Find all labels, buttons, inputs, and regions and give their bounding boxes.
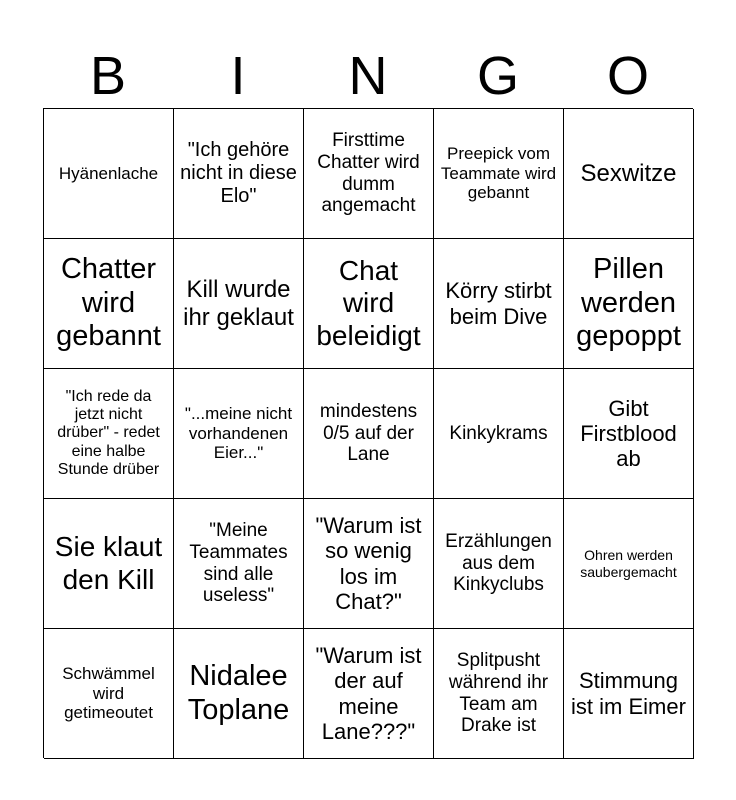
cell-text: Chatter wird gebannt (56, 253, 161, 353)
cell-text: Schwämmel wird getimeoutet (62, 664, 155, 723)
bingo-cell[interactable] (304, 499, 434, 629)
cell-text: Sexwitze (580, 159, 677, 187)
bingo-cell[interactable] (304, 629, 434, 759)
cell-text: Kill wurde ihr geklaut (183, 275, 294, 331)
cell-text: Preepick vom Teammate wird gebannt (440, 144, 557, 203)
bingo-cell[interactable] (304, 369, 434, 499)
bingo-grid (43, 108, 693, 758)
bingo-cell[interactable] (434, 629, 564, 759)
bingo-cell[interactable] (564, 499, 694, 629)
bingo-cell[interactable] (174, 499, 304, 629)
cell-text: Kinkykrams (449, 422, 548, 444)
cell-text: "Meine Teammates sind alle useless" (189, 519, 288, 607)
bingo-cell[interactable] (304, 109, 434, 239)
cell-text: Sie klaut den Kill (54, 531, 163, 595)
bingo-cell[interactable] (434, 109, 564, 239)
bingo-title (43, 44, 693, 108)
cell-text: "...meine nicht vorhandenen Eier..." (184, 404, 293, 463)
bingo-cell[interactable] (44, 109, 174, 239)
cell-text: Nidalee Toplane (187, 660, 290, 726)
cell-text: Firsttime Chatter wird dumm angemacht (317, 129, 420, 217)
bingo-cell[interactable] (564, 109, 694, 239)
bingo-cell[interactable] (564, 629, 694, 759)
title-letter-i: I (230, 46, 246, 106)
cell-text: Hyänenlache (58, 163, 159, 183)
cell-text: "Warum ist der auf meine Lane???" (315, 642, 422, 744)
bingo-cell[interactable] (174, 109, 304, 239)
bingo-cell[interactable] (304, 239, 434, 369)
title-letter-b: B (89, 46, 127, 106)
bingo-cell[interactable] (434, 499, 564, 629)
cell-text: Pillen werden gepoppt (576, 253, 681, 353)
bingo-cell[interactable] (44, 499, 174, 629)
bingo-cell[interactable] (564, 369, 694, 499)
bingo-cell[interactable] (174, 369, 304, 499)
bingo-cell[interactable] (174, 629, 304, 759)
bingo-cell[interactable] (44, 239, 174, 369)
bingo-cell[interactable] (434, 239, 564, 369)
cell-text: Körry stirbt beim Dive (445, 278, 552, 329)
title-letter-n: N (348, 46, 388, 106)
cell-text: Erzählungen aus dem Kinkyclubs (445, 530, 552, 596)
bingo-cell[interactable] (44, 369, 174, 499)
bingo-cell[interactable] (564, 239, 694, 369)
bingo-cell[interactable] (434, 369, 564, 499)
title-letter-o: O (606, 46, 649, 106)
bingo-cell[interactable] (44, 629, 174, 759)
cell-text: "Ich gehöre nicht in diese Elo" (180, 139, 297, 207)
cell-text: Chat wird beleidigt (316, 255, 421, 351)
bingo-cell[interactable] (174, 239, 304, 369)
cell-text: "Ich rede da jetzt nicht drüber" - redet eine halbe Stunde drüber (57, 387, 160, 479)
title-letter-g: G (476, 46, 519, 106)
cell-text: "Warum ist so wenig los im Chat?" (315, 512, 422, 614)
cell-text: Ohren werden saubergemacht (580, 547, 677, 580)
cell-text: Gibt Firstblood ab (580, 395, 677, 472)
cell-text: mindestens 0/5 auf der Lane (319, 400, 418, 466)
cell-text: Splitpusht während ihr Team am Drake ist (448, 649, 549, 737)
cell-text: Stimmung ist im Eimer (571, 668, 686, 719)
